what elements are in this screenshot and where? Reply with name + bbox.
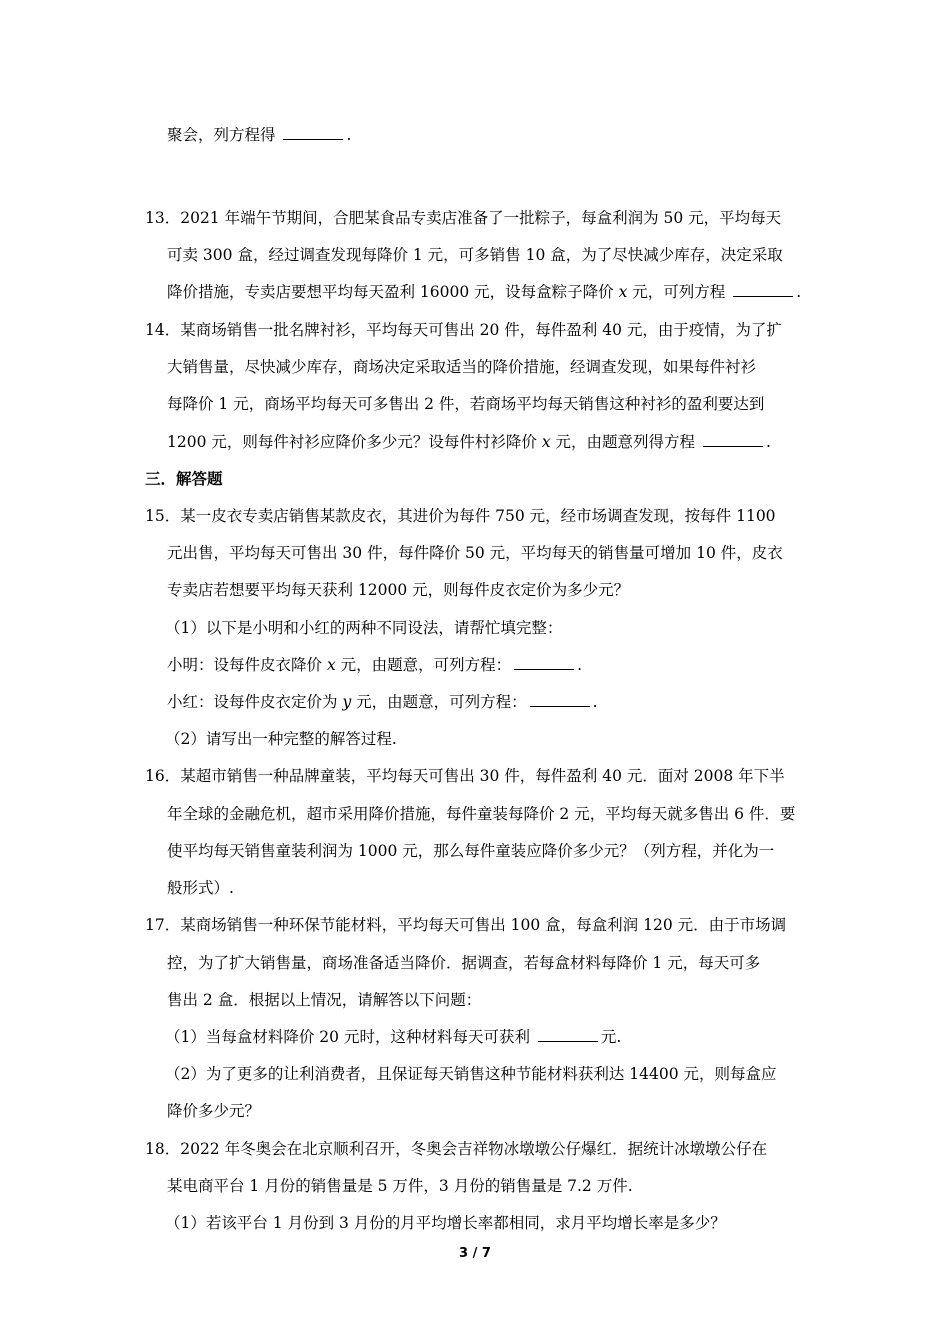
answer-blank	[703, 432, 763, 447]
answer-blank	[538, 1027, 598, 1042]
page-number: 3 / 7	[459, 1246, 491, 1261]
answer-blank	[283, 125, 343, 140]
answer-blank	[530, 692, 590, 707]
section-heading: 三．解答题	[145, 470, 223, 488]
previous-question-tail: 聚会，列方程得 .	[167, 126, 352, 144]
answer-blank	[514, 655, 574, 670]
answer-blank	[733, 282, 793, 297]
